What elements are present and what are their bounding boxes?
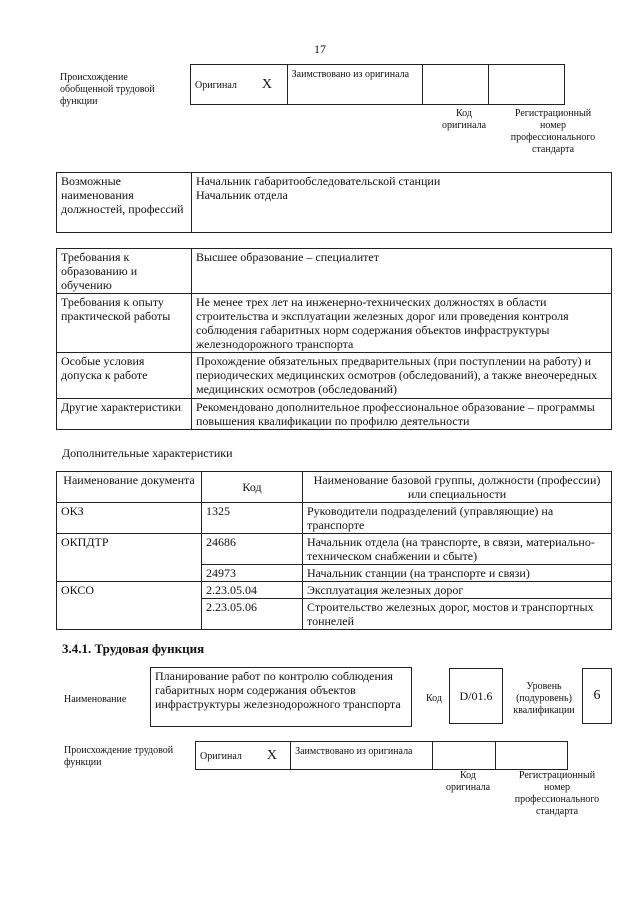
origin-original-label: Оригинал: [195, 80, 237, 91]
origin-borrowed-cell: [287, 65, 423, 105]
positions-values: [192, 173, 612, 233]
cell-code: 1325: [202, 503, 303, 534]
cell-name: Начальник отдела (на транспорте, в связи, материально-техническом снабжении и сбыте): [303, 534, 612, 565]
function-code-value: D/01.6: [459, 689, 493, 703]
cell-doc: [57, 599, 202, 630]
cell-name: Строительство железных дорог, мостов и транспортных тоннелей: [303, 599, 612, 630]
req-label: Требования к образованию и обучению: [57, 249, 192, 294]
origin-original-cell: [191, 65, 288, 105]
req-label: Требования к опыту практической работы: [57, 294, 192, 353]
header-name: Наименование базовой группы, должности (профессии) или специальности: [303, 472, 612, 503]
origin2-table: [195, 741, 568, 770]
function-level-label: Уровень (подуровень) квалификации: [513, 681, 575, 716]
cell-code: 24973: [202, 565, 303, 582]
cell-name: Начальник станции (на транспорте и связи): [303, 565, 612, 582]
req-label: Другие характеристики: [57, 399, 192, 430]
table-row: [57, 565, 612, 582]
function-code-label: Код: [426, 693, 442, 704]
origin-code-cell: [423, 65, 489, 105]
positions-label: Возможные наименования должностей, профессий: [57, 173, 192, 233]
req-value: Не менее трех лет на инженерно-технических должностях в области строительства и эксплуатации железных дорог или проведения контроля соблюдения габаритных норм содержания объектов инфраструктуры железнодорожного транспорта: [192, 294, 612, 353]
requirements-table: [56, 248, 612, 430]
positions-table: [56, 172, 612, 233]
cell-code: 2.23.05.04: [202, 582, 303, 599]
cell-name: Руководители подразделений (управляющие) на транспорте: [303, 503, 612, 534]
page-number: 17: [314, 42, 326, 56]
origin2-borrowed-cell: [291, 742, 433, 770]
origin-label: Происхождение обобщенной трудовой функции: [60, 72, 155, 107]
position-line-2: Начальник отдела: [196, 188, 288, 202]
table-row: [57, 599, 612, 630]
origin2-mark: X: [266, 748, 278, 763]
origin2-borrowed-label: Заимствовано из оригинала: [295, 746, 413, 757]
additional-heading: Дополнительные характеристики: [62, 446, 233, 460]
origin-borrowed-label: Заимствовано из оригинала: [291, 69, 410, 80]
origin2-reg-caption: Регистрационный номер профессионального стандарта: [514, 770, 600, 817]
cell-doc: [57, 565, 202, 582]
table-row: [57, 503, 612, 534]
header-doc: Наименование документа: [57, 472, 202, 503]
origin-table: [190, 64, 565, 105]
table-row: [57, 534, 612, 565]
function-name-value: Планирование работ по контролю соблюдения габаритных норм содержания объектов инфраструктуры железнодорожного транспорта: [155, 669, 401, 711]
table-row: [57, 582, 612, 599]
origin-code-caption: Код оригинала: [441, 108, 487, 131]
origin2-original-cell: [196, 742, 291, 770]
position-line-1: Начальник габаритообследовательской станции: [196, 174, 441, 188]
origin-reg-caption: Регистрационный номер профессионального стандарта: [510, 108, 596, 155]
function-level-value: 6: [593, 688, 601, 703]
req-label: Особые условия допуска к работе: [57, 353, 192, 399]
cell-name: Эксплуатация железных дорог: [303, 582, 612, 599]
origin2-original-label: Оригинал: [200, 751, 242, 762]
req-value: Рекомендовано дополнительное профессиональное образование – программы повышения квалификации по профилю деятельности: [192, 399, 612, 430]
origin-mark: X: [261, 77, 273, 92]
cell-doc: ОКПДТР: [57, 534, 202, 565]
req-value: Высшее образование – специалитет: [192, 249, 612, 294]
origin2-code-cell: [432, 742, 495, 770]
cell-code: 24686: [202, 534, 303, 565]
origin-reg-cell: [489, 65, 565, 105]
function-level-box: [582, 668, 612, 724]
cell-doc: ОКЗ: [57, 503, 202, 534]
origin2-reg-cell: [495, 742, 567, 770]
function-name-label: Наименование: [64, 694, 127, 705]
origin2-code-caption: Код оригинала: [445, 770, 491, 793]
origin2-label: Происхождение трудовой функции: [64, 745, 174, 768]
header-code: Код: [202, 472, 303, 503]
function-name-box: [150, 667, 412, 727]
cell-code: 2.23.05.06: [202, 599, 303, 630]
req-value: Прохождение обязательных предварительных (при поступлении на работу) и периодических медицинских осмотров (обследований), а также внеочередных медицинских осмотров (обследований): [192, 353, 612, 399]
function-code-box: [449, 668, 503, 724]
additional-table: [56, 471, 612, 630]
cell-doc: ОКСО: [57, 582, 202, 599]
function-title: 3.4.1. Трудовая функция: [62, 641, 205, 656]
